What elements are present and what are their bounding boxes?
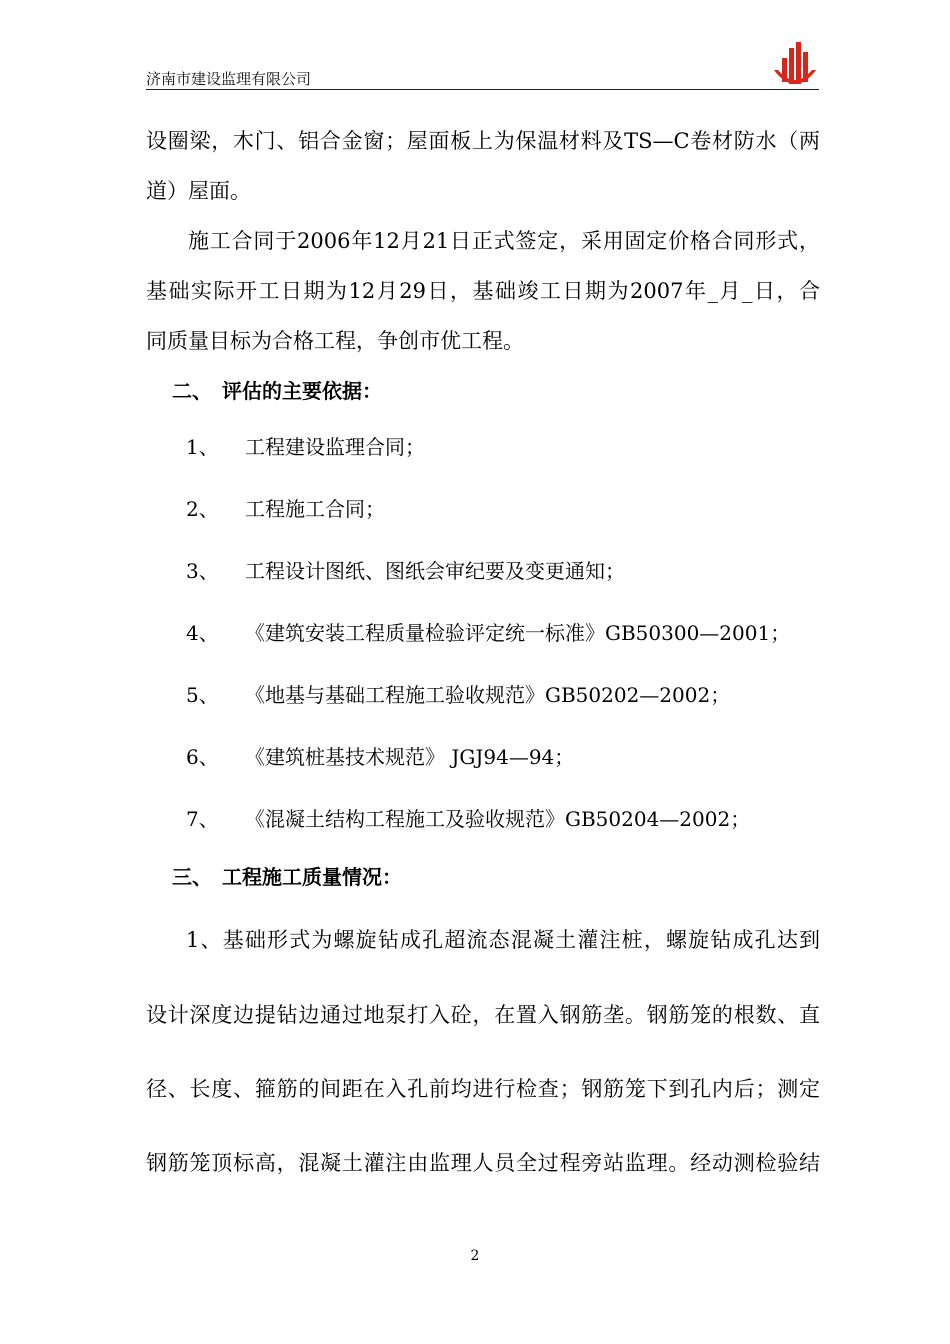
header-divider xyxy=(146,89,819,90)
list-item-text: 工程施工合同； xyxy=(245,497,385,521)
paragraph-2-line-2: 基础实际开工日期为12月29日，基础竣工日期为2007年_月_日，合 xyxy=(146,279,820,303)
page-number: 2 xyxy=(470,1248,480,1264)
list-item-number: 7、 xyxy=(186,807,219,831)
paragraph-2-line-1: 施工合同于2006年12月21日正式签定，采用固定价格合同形式， xyxy=(188,229,820,253)
company-logo-icon xyxy=(772,40,818,88)
paragraph-3-line-3: 径、长度、箍筋的间距在入孔前均进行检查；钢筋笼下到孔内后；测定 xyxy=(146,1077,820,1101)
paragraph-3-line-1: 1、基础形式为螺旋钻成孔超流态混凝土灌注桩，螺旋钻成孔达到 xyxy=(186,928,820,952)
list-item-text: 《建筑桩基技术规范》 JGJ94—94； xyxy=(245,745,575,769)
list-item-number: 5、 xyxy=(186,683,219,707)
paragraph-3-line-4: 钢筋笼顶标高，混凝土灌注由监理人员全过程旁站监理。经动测检验结 xyxy=(146,1151,820,1175)
list-item-number: 4、 xyxy=(186,621,219,645)
list-item-number: 2、 xyxy=(186,497,219,521)
list-item-text: 《地基与基础工程施工验收规范》GB50202—2002； xyxy=(245,683,731,707)
list-item-text: 《混凝土结构工程施工及验收规范》GB50204—2002； xyxy=(245,807,751,831)
section-2-heading: 二、 评估的主要依据： xyxy=(172,379,382,403)
paragraph-2-line-3: 同质量目标为合格工程，争创市优工程。 xyxy=(146,329,524,353)
header-company-name: 济南市建设监理有限公司 xyxy=(146,70,312,88)
list-item-number: 3、 xyxy=(186,559,219,583)
list-item-text: 工程建设监理合同； xyxy=(245,435,425,459)
paragraph-3-line-2: 设计深度边提钻边通过地泵打入砼，在置入钢筋垄。钢筋笼的根数、直 xyxy=(146,1003,820,1027)
list-item-number: 6、 xyxy=(186,745,219,769)
section-3-heading: 三、 工程施工质量情况： xyxy=(172,865,402,889)
paragraph-1-line-2: 道）屋面。 xyxy=(146,179,251,203)
list-item-number: 1、 xyxy=(186,435,219,459)
paragraph-1-line-1: 设圈梁，木门、铝合金窗；屋面板上为保温材料及TS—C卷材防水（两 xyxy=(146,129,820,153)
list-item-text: 《建筑安装工程质量检验评定统一标准》GB50300—2001； xyxy=(245,621,791,645)
list-item-text: 工程设计图纸、图纸会审纪要及变更通知； xyxy=(245,559,625,583)
